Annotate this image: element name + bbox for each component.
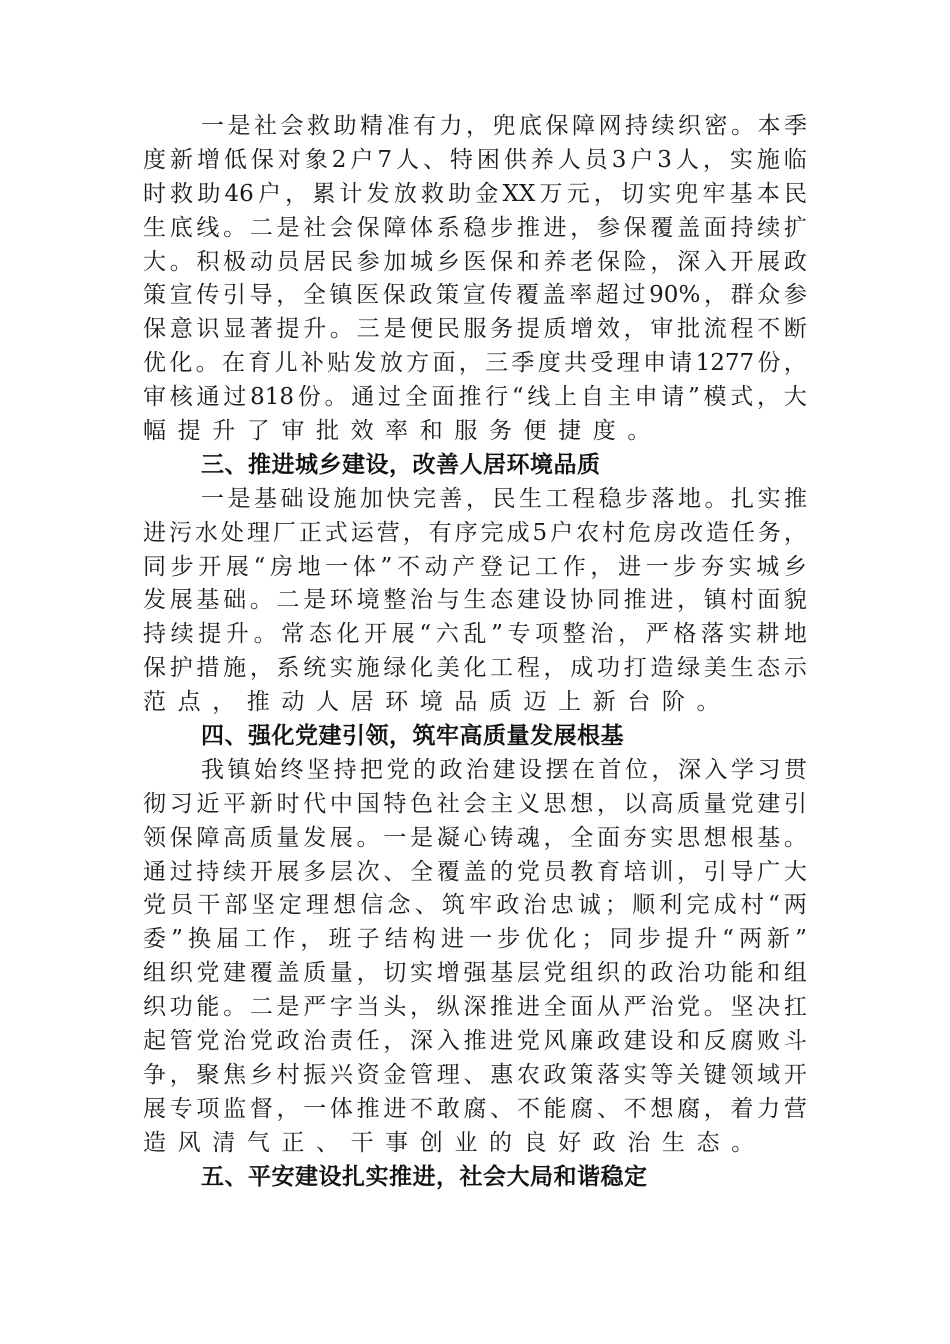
text-line: 幅 提 升 了 审 批 效 率 和 服 务 便 捷 度 。: [143, 418, 651, 445]
document-page: [143, 110, 807, 1195]
text-line: 通 过 持 续 开 展 多 层 次 、 全 覆 盖 的 党 员 教 育 培 训 ， 引 导 广 大: [143, 858, 807, 885]
text-line: 发 展 基 础 。 二 是 环 境 整 治 与 生 态 建 设 协 同 推 进 ， 镇 村 面 貌: [143, 587, 807, 614]
text-line: 组 织 党 建 覆 盖 质 量 ， 切 实 增 强 基 层 党 组 织 的 政 治 功 能 和 组: [143, 960, 807, 987]
text-line: 时 救 助 46 户 ， 累 计 发 放 救 助 金 XX 万 元 ， 切 实 兜 牢 基 本 民: [143, 180, 807, 207]
text-line: 造 风 清 气 正 、 干 事 创 业 的 良 好 政 治 生 态 。: [143, 1129, 755, 1156]
text-line: 生 底 线 。 二 是 社 会 保 障 体 系 稳 步 推 进 ， 参 保 覆 盖 面 持 续 扩: [143, 214, 807, 241]
text-line: 织 功 能 。 二 是 严 字 当 头 ， 纵 深 推 进 全 面 从 严 治 党 。 坚 决 扛: [143, 994, 807, 1021]
section-heading-3: 三、推进城乡建设，改善人居环境品质: [201, 451, 601, 478]
text-line: 展 专 项 监 督 ， 一 体 推 进 不 敢 腐 、 不 能 腐 、 不 想 腐 ， 着 力 营: [143, 1095, 807, 1122]
section-heading-4: 四、强化党建引领，筑牢高质量发展根基: [201, 723, 624, 750]
text-line: 彻 习 近 平 新 时 代 中 国 特 色 社 会 主 义 思 想 ， 以 高 质 量 党 建 引: [143, 790, 807, 817]
text-line: 保 护 措 施 ， 系 统 实 施 绿 化 美 化 工 程 ， 成 功 打 造 绿 美 生 态 示: [143, 655, 807, 682]
text-line: 同 步 开 展 “ 房 地 一 体 ” 不 动 产 登 记 工 作 ， 进 一 步 夯 实 城 乡: [143, 553, 807, 580]
text-line: 审 核 通 过 818 份 。 通 过 全 面 推 行 “ 线 上 自 主 申 请 ” 模 式 ， 大: [143, 384, 807, 411]
section-heading-5: 五、平安建设扎实推进，社会大局和谐稳定: [201, 1163, 648, 1190]
text-line: 大 。 积 极 动 员 居 民 参 加 城 乡 医 保 和 养 老 保 险 ， 深 入 开 展 政: [143, 248, 807, 275]
text-line: 进 污 水 处 理 厂 正 式 运 营 ， 有 序 完 成 5 户 农 村 危 房 改 造 任 务 ，: [143, 519, 807, 546]
text-line: 委 ” 换 届 工 作 ， 班 子 结 构 进 一 步 优 化 ； 同 步 提 升 “ 两 新 ”: [143, 926, 807, 953]
text-line: 一 是 社 会 救 助 精 准 有 力 ， 兜 底 保 障 网 持 续 织 密 。 本 季: [201, 113, 807, 139]
text-line: 起 管 党 治 党 政 治 责 任 ， 深 入 推 进 党 风 廉 政 建 设 和 反 腐 败 斗: [143, 1028, 807, 1055]
text-line: 我 镇 始 终 坚 持 把 党 的 政 治 建 设 摆 在 首 位 ， 深 入 学 习 贯: [201, 756, 807, 783]
text-line: 策 宣 传 引 导 ， 全 镇 医 保 政 策 宣 传 覆 盖 率 超 过 90% ， 群 众 参: [143, 282, 807, 309]
text-line: 范 点 ， 推 动 人 居 环 境 品 质 迈 上 新 台 阶 。: [143, 689, 720, 716]
text-line: 度 新 增 低 保 对 象 2 户 7 人 、 特 困 供 养 人 员 3 户 3 人 ， 实 施 临: [143, 146, 807, 173]
paragraph-party-building: [143, 754, 807, 1161]
text-line: 持 续 提 升 。 常 态 化 开 展 “ 六 乱 ” 专 项 整 治 ， 严 格 落 实 耕 地: [143, 621, 807, 648]
text-line: 党 员 干 部 坚 定 理 想 信 念 、 筑 牢 政 治 忠 诚 ； 顺 利 完 成 村 “ 两: [143, 892, 807, 919]
text-line: 优 化 。 在 育 儿 补 贴 发 放 方 面 ， 三 季 度 共 受 理 申 请 1277 份 ，: [143, 350, 807, 377]
text-line: 保 意 识 显 著 提 升 。 三 是 便 民 服 务 提 质 增 效 ， 审 批 流 程 不 断: [143, 316, 807, 343]
text-line: 领 保 障 高 质 量 发 展 。 一 是 凝 心 铸 魂 ， 全 面 夯 实 思 想 根 基 。: [143, 824, 807, 851]
paragraph-urban-rural-construction: [143, 483, 807, 720]
paragraph-social-assistance: [143, 110, 807, 449]
text-line: 一 是 基 础 设 施 加 快 完 善 ， 民 生 工 程 稳 步 落 地 。 扎 实 推: [201, 485, 807, 512]
text-line: 争 ， 聚 焦 乡 村 振 兴 资 金 管 理 、 惠 农 政 策 落 实 等 关 键 领 域 开: [143, 1061, 807, 1088]
